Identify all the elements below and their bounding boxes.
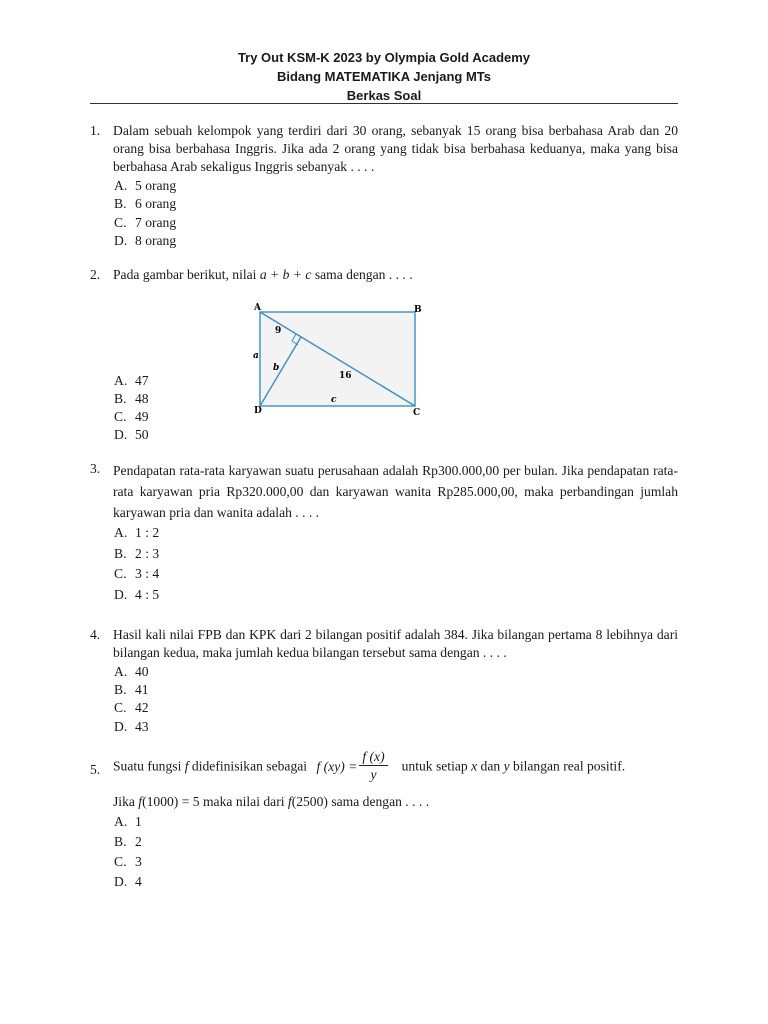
option-letter: D. — [114, 586, 128, 602]
vertex-label-b: B — [414, 305, 422, 315]
question-text-line-2 — [113, 793, 678, 811]
option-letter: D. — [114, 232, 128, 248]
question-4 — [90, 626, 678, 736]
question-number: 2. — [90, 267, 101, 282]
header-divider — [90, 103, 678, 104]
option-a — [114, 663, 678, 681]
option-text: 6 orang — [135, 196, 177, 212]
function-symbol: f — [184, 758, 189, 774]
option-letter: A. — [114, 373, 128, 388]
option-text: 7 orang — [135, 214, 177, 230]
option-text: 50 — [135, 427, 149, 442]
math-expression: a + b + c — [259, 267, 312, 282]
header-doc-type: Berkas Soal — [346, 88, 422, 103]
vertex-label-a: A — [254, 303, 261, 313]
option-letter: D. — [114, 718, 128, 734]
option-text: 42 — [135, 700, 149, 716]
question-3 — [90, 460, 678, 606]
question-text-part: untuk setiap — [401, 758, 472, 774]
option-c — [114, 853, 678, 873]
option-text: 5 orang — [135, 178, 177, 193]
variable-y: y — [503, 758, 510, 774]
options-list — [114, 524, 678, 606]
formula-fraction — [359, 748, 387, 783]
option-text: 3 — [135, 854, 142, 869]
option-text: 1 : 2 — [135, 525, 160, 540]
question-text-part: bilangan real positif. — [509, 758, 626, 774]
option-text: 49 — [135, 409, 149, 424]
option-d — [114, 873, 678, 893]
option-letter: B. — [114, 682, 127, 698]
option-letter: B. — [114, 834, 127, 849]
question-text — [113, 266, 678, 284]
option-text: 47 — [135, 373, 149, 388]
question-text: Pendapatan rata-rata karyawan suatu perusahaan adalah Rp300.000,00 per bulan. Jika pendapatan rata-rata karyawan pria Rp320.000,00 dan karyawan wanita Rp285.000,00, maka perbandingan jumlah karyawan pria dan wanita adalah . . . . — [113, 463, 678, 520]
header-subject: Bidang MATEMATIKA Jenjang MTs — [276, 69, 491, 84]
option-c — [114, 408, 149, 426]
option-text: 48 — [135, 391, 149, 406]
question-number: 3. — [90, 461, 101, 476]
option-b — [114, 545, 678, 566]
option-b — [114, 681, 678, 699]
question-text: Hasil kali nilai FPB dan KPK dari 2 bilangan positif adalah 384. Jika bilangan pertama 8 lebihnya dari bilangan kedua, maka jumlah kedua bilangan tersebut sama dengan . . . . — [113, 627, 678, 660]
question-text-line-1 — [113, 750, 678, 785]
options-list — [114, 663, 678, 736]
question-text-part: dan — [477, 758, 504, 774]
option-d — [114, 586, 678, 607]
function-symbol: f — [287, 794, 292, 809]
option-letter: A. — [114, 525, 128, 540]
vertex-label-c: C — [413, 408, 421, 418]
option-b — [114, 195, 678, 213]
side-label-c: c — [331, 395, 337, 405]
option-c — [114, 699, 678, 717]
option-a — [114, 177, 678, 195]
vertex-label-d: D — [254, 406, 262, 416]
question-2 — [90, 266, 678, 284]
option-text: 3 : 4 — [135, 566, 160, 581]
option-letter: B. — [114, 391, 127, 406]
question-text-part: didefinisikan sebagai — [188, 758, 311, 774]
option-text: 1 — [135, 814, 142, 829]
option-letter: B. — [114, 196, 127, 212]
option-text: 43 — [135, 718, 149, 734]
option-letter: C. — [114, 854, 127, 869]
question-number: 1. — [90, 123, 101, 138]
rectangle-figure — [244, 298, 434, 420]
question-text-part: Suatu fungsi — [113, 758, 185, 774]
option-d — [114, 718, 678, 736]
option-b — [114, 833, 678, 853]
side-label-a: a — [253, 351, 259, 361]
fraction-numerator: f (x) — [359, 748, 387, 766]
option-letter: D. — [114, 874, 128, 889]
segment-label-16: 16 — [339, 371, 352, 381]
fraction-denominator: y — [370, 767, 377, 782]
question-text-part: Jika — [113, 794, 139, 809]
question-5 — [90, 750, 678, 893]
option-letter: C. — [114, 409, 127, 424]
question-text-part: (1000) = 5 maka nilai dari — [142, 794, 288, 809]
question-2-options — [114, 372, 149, 444]
option-letter: C. — [114, 700, 127, 716]
option-b — [114, 390, 149, 408]
option-letter: C. — [114, 214, 127, 230]
option-text: 2 : 3 — [135, 545, 160, 561]
option-text: 8 orang — [135, 232, 177, 248]
option-a — [114, 372, 149, 390]
option-letter: C. — [114, 566, 127, 581]
question-text-part: Pada gambar berikut, nilai — [113, 267, 260, 282]
header-title: Try Out KSM-K 2023 by Olympia Gold Academy — [237, 50, 531, 65]
question-number: 4. — [90, 627, 101, 642]
option-d — [114, 426, 149, 444]
variable-x: x — [471, 758, 478, 774]
function-symbol: f — [138, 794, 143, 809]
option-text: 41 — [135, 682, 149, 698]
option-d — [114, 232, 678, 250]
options-list — [114, 177, 678, 250]
option-letter: D. — [114, 427, 128, 442]
option-letter: A. — [114, 178, 128, 193]
question-1 — [90, 122, 678, 250]
option-text: 4 : 5 — [135, 586, 160, 602]
option-letter: B. — [114, 545, 127, 561]
options-list — [114, 813, 678, 893]
option-letter: A. — [114, 664, 128, 679]
formula-lhs: f (xy) = — [316, 758, 358, 774]
segment-label-9: 9 — [275, 326, 282, 336]
segment-label-b: b — [273, 363, 280, 373]
question-number: 5. — [90, 762, 101, 777]
option-letter: A. — [114, 814, 128, 829]
option-a — [114, 524, 678, 545]
option-c — [114, 214, 678, 232]
option-c — [114, 565, 678, 586]
question-text-part: sama dengan . . . . — [311, 267, 413, 282]
option-a — [114, 813, 678, 833]
question-text: Dalam sebuah kelompok yang terdiri dari 30 orang, sebanyak 15 orang bisa berbahasa Arab dan 20 orang bisa berbahasa Inggris. Jika ada 2 orang yang tidak bisa berbahasa keduanya, maka yang bisa berbahasa Arab sekaligus Inggris sebanyak . . . . — [113, 123, 678, 174]
option-text: 40 — [135, 664, 149, 679]
page-header — [90, 48, 678, 105]
option-text: 4 — [135, 874, 142, 889]
option-text: 2 — [135, 834, 142, 849]
question-text-part: (2500) sama dengan . . . . — [291, 794, 430, 809]
